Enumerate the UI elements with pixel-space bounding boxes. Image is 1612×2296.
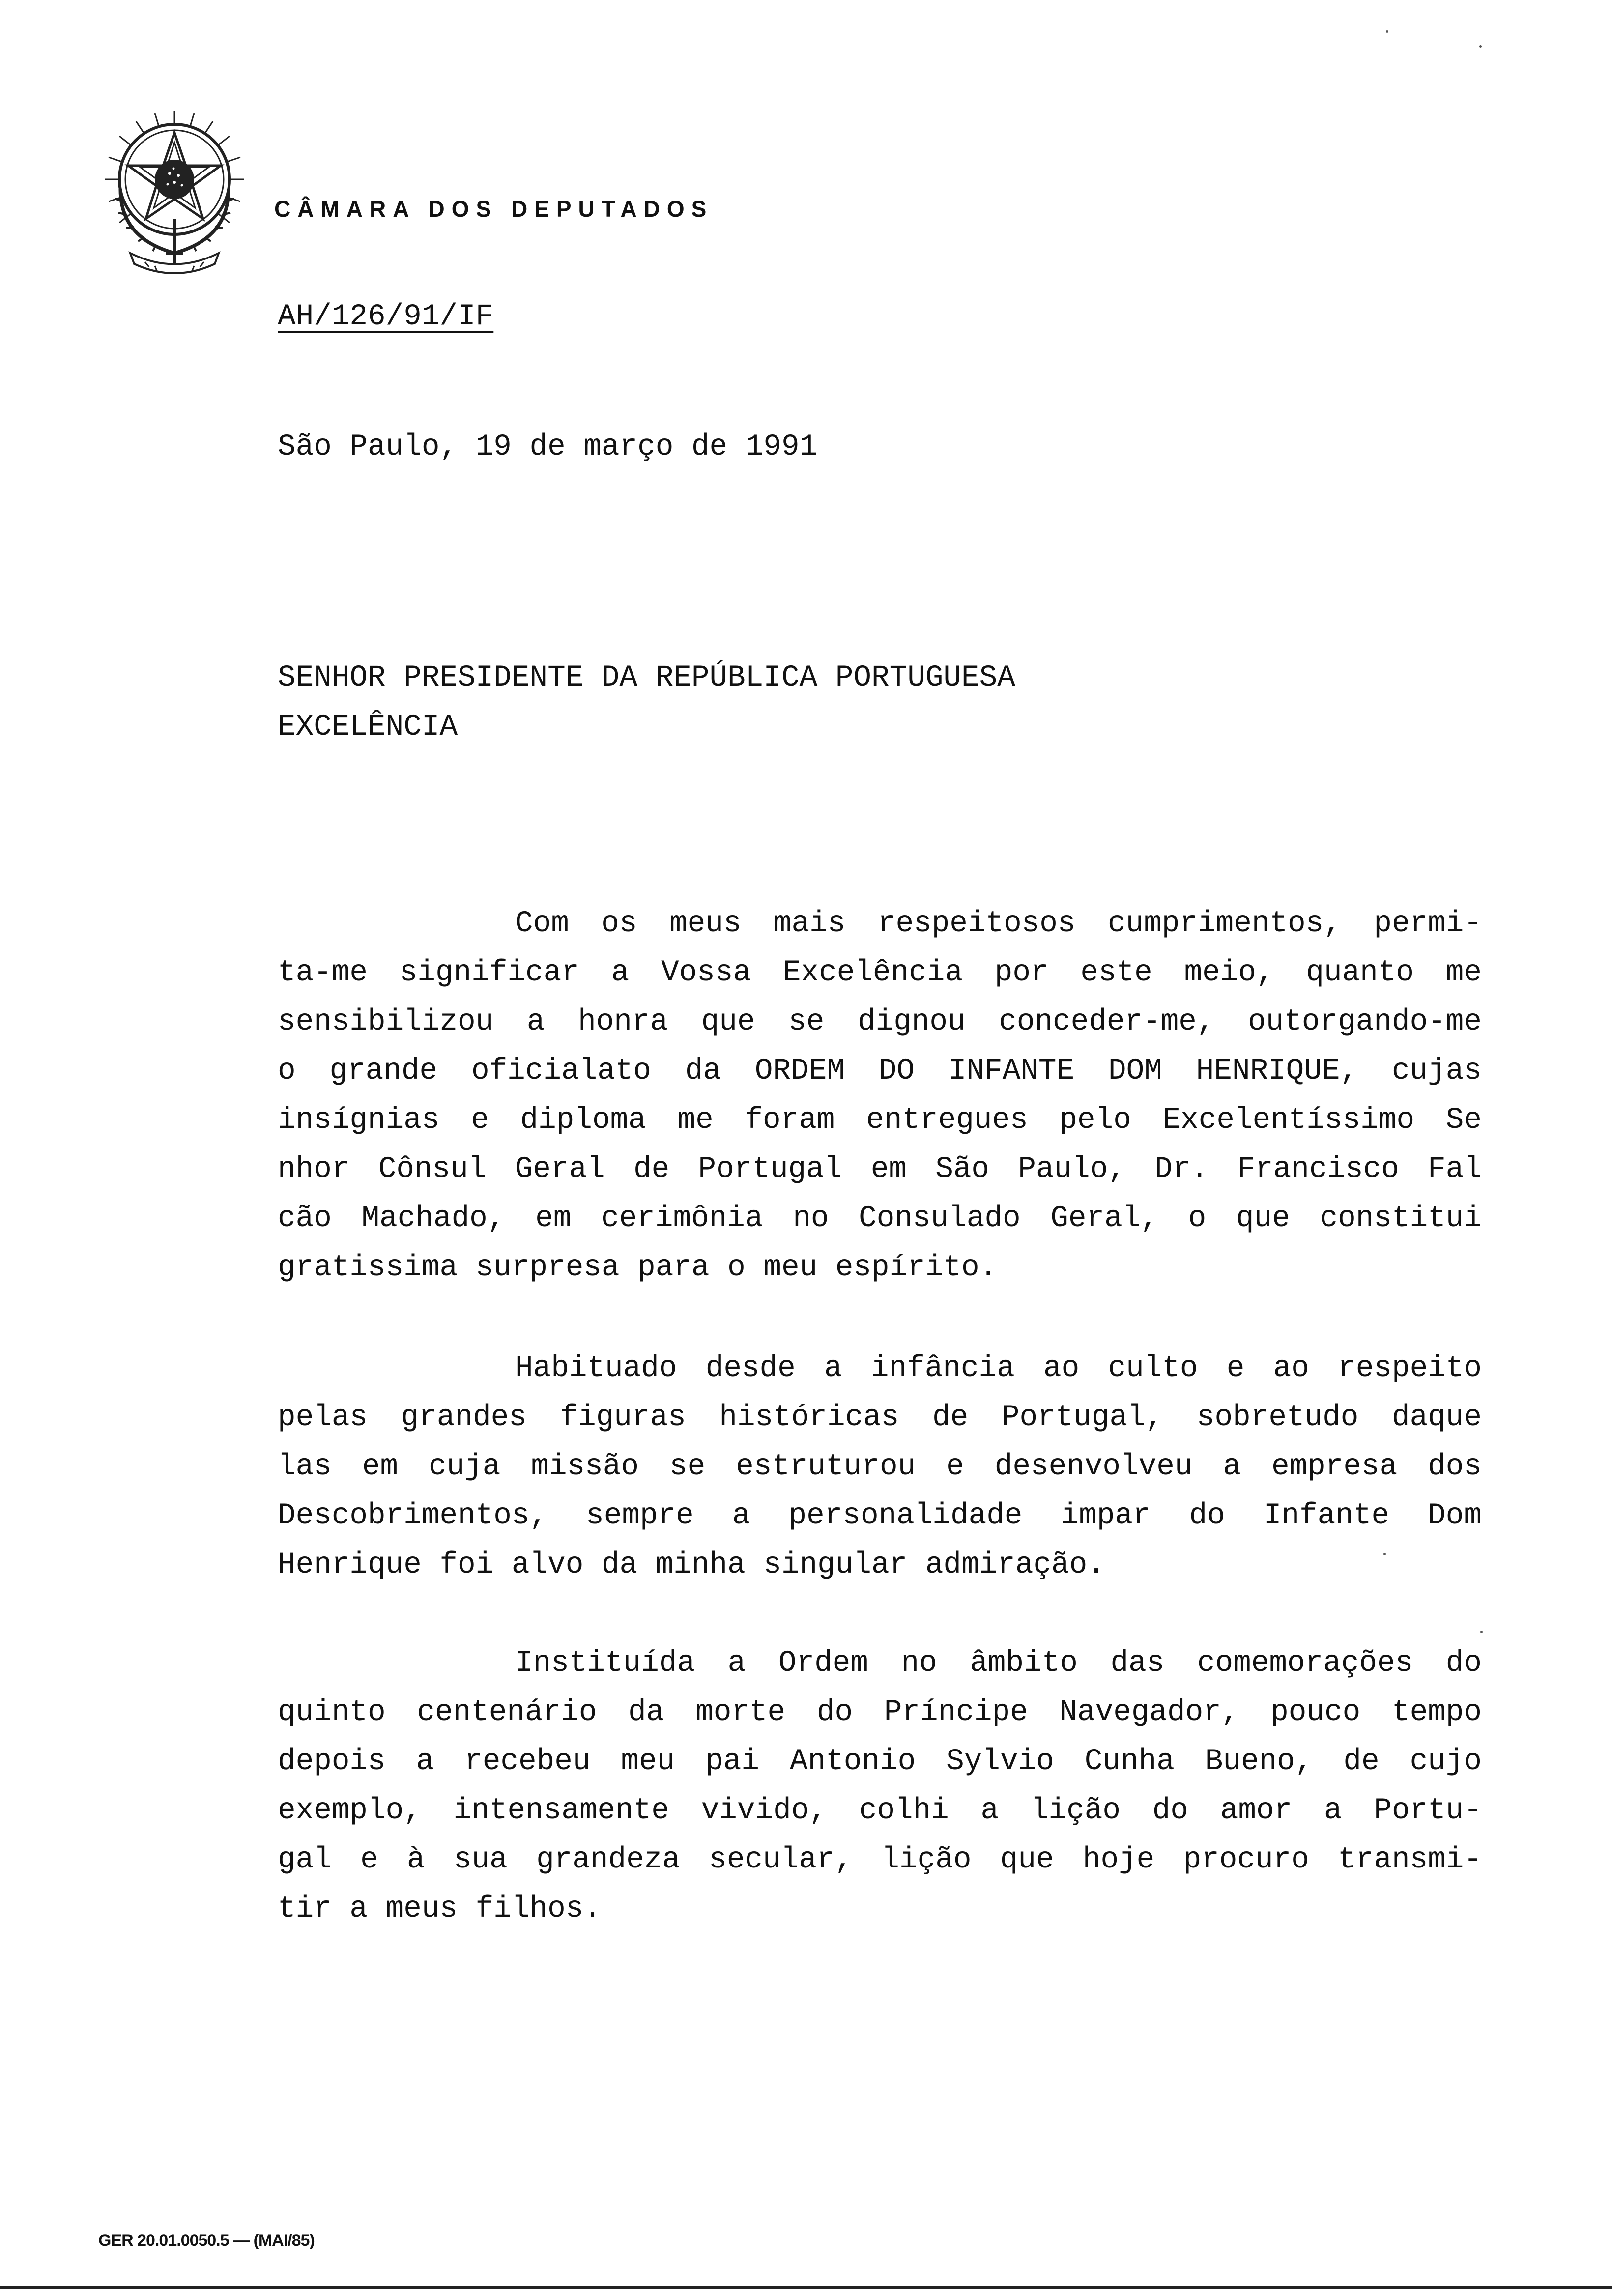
paragraph-line: Com os meus mais respeitosos cumprimentos, permi-: [515, 907, 1482, 941]
addressee-title: SENHOR PRESIDENTE DA REPÚBLICA PORTUGUESA: [278, 661, 1015, 695]
paragraph-line: Descobrimentos, sempre a personalidade impar do Infante Dom: [278, 1499, 1482, 1533]
scan-speck: [1386, 30, 1388, 33]
paragraph-line: o grande oficialato da ORDEM DO INFANTE DOM HENRIQUE, cujas: [278, 1054, 1482, 1088]
scan-speck: [1480, 1631, 1483, 1633]
paragraph-line: tir a meus filhos.: [278, 1892, 602, 1926]
paragraph-line: quinto centenário da morte do Príncipe Navegador, pouco tempo: [278, 1695, 1482, 1729]
body-paragraph-1: [278, 899, 1482, 1292]
paragraph-line: gal e à sua grandeza secular, lição que hoje procuro transmi-: [278, 1843, 1482, 1877]
paragraph-line: nhor Cônsul Geral de Portugal em São Paulo, Dr. Francisco Fal: [278, 1152, 1482, 1186]
paragraph-line: gratissima surpresa para o meu espírito.: [278, 1251, 998, 1285]
paragraph-line: sensibilizou a honra que se dignou conceder-me, outorgando-me: [278, 1005, 1482, 1039]
paragraph-line: depois a recebeu meu pai Antonio Sylvio Cunha Bueno, de cujo: [278, 1745, 1482, 1779]
paragraph-line: las em cuja missão se estruturou e desenvolveu a empresa dos: [278, 1450, 1482, 1484]
paragraph-line: exemplo, intensamente vivido, colhi a lição do amor a Portu-: [278, 1794, 1482, 1828]
addressee-salutation: EXCELÊNCIA: [278, 710, 458, 744]
paragraph-line: cão Machado, em cerimônia no Consulado Geral, o que constitui: [278, 1202, 1482, 1235]
form-code: GER 20.01.0050.5 — (MAI/85): [98, 2231, 315, 2250]
footer-divider: [0, 2286, 1612, 2289]
body-paragraph-2: [278, 1344, 1482, 1590]
paragraph-line: Instituída a Ordem no âmbito das comemorações do: [515, 1646, 1482, 1680]
paragraph-line: pelas grandes figuras históricas de Portugal, sobretudo daque: [278, 1401, 1482, 1435]
paragraph-line: Henrique foi alvo da minha singular admiração.: [278, 1548, 1105, 1582]
paragraph-line: ta-me significar a Vossa Excelência por este meio, quanto me: [278, 956, 1482, 990]
date-line: São Paulo, 19 de março de 1991: [278, 430, 818, 464]
reference-number: AH/126/91/IF: [278, 300, 494, 334]
institution-name: CÂMARA DOS DEPUTADOS: [274, 196, 714, 222]
paragraph-line: Habituado desde a infância ao culto e ao respeito: [515, 1351, 1482, 1385]
coat-of-arms-seal: [101, 106, 248, 278]
scan-speck: [1479, 45, 1482, 48]
body-paragraph-3: [278, 1639, 1482, 1934]
paragraph-line: insígnias e diploma me foram entregues pelo Excelentíssimo Se: [278, 1103, 1482, 1137]
scan-speck: [1383, 1553, 1386, 1555]
